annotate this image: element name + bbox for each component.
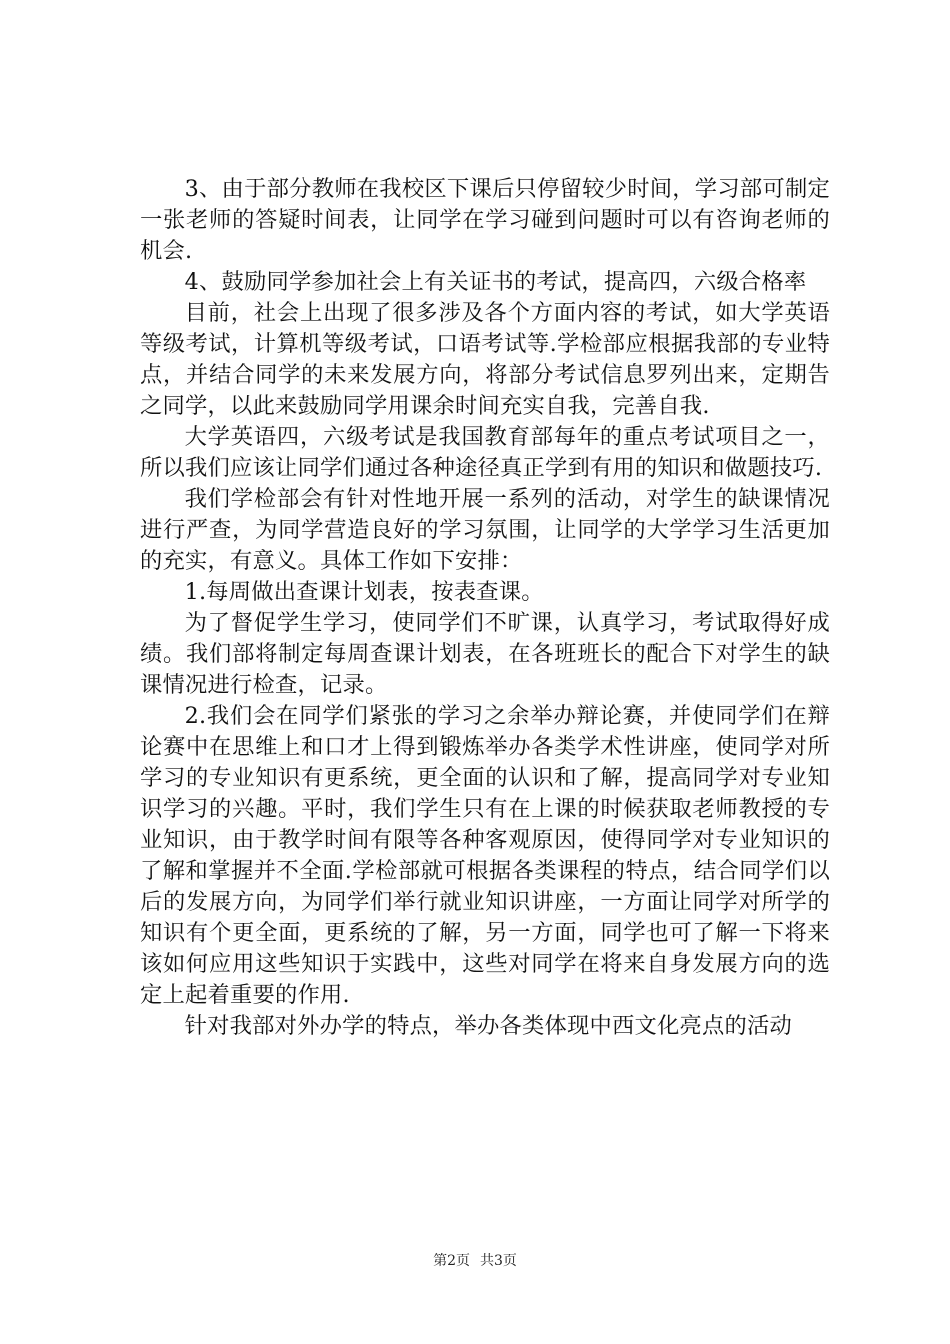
- page-total: 共3页: [480, 1253, 517, 1269]
- paragraph-6: 1.每周做出查课计划表，按表查课。: [184, 579, 544, 605]
- paragraph-8: 2.我们会在同学们紧张的学习之余举办辩论赛，并使同学们在辩论赛中在思维上和口才上得到锻炼举办各类学术性讲座，使同学对所学习的专业知识有更系统，更全面的认识和了解，提高同学对专业知识学习的兴趣。平时，我们学生只有在上课的时候获取老师教授的专业知识，由于教学时间有限等各种客观原因，使得同学对专业知识的了解和掌握并不全面.学检部就可根据各类课程的特点，结合同学们以后的发展方向，为同学们举行就业知识讲座，一方面让同学对所学的知识有个更全面，更系统的了解，另一方面，同学也可了解一下将来该如何应用这些知识于实践中，这些对同学在将来自身发展方向的选定上起着重要的作用.: [140, 703, 830, 1008]
- page-number: 第2页: [433, 1253, 470, 1269]
- paragraph-5: 我们学检部会有针对性地开展一系列的活动，对学生的缺课情况进行严查，为同学营造良好的学习氛围，让同学的大学学习生活更加的充实，有意义。具体工作如下安排：: [140, 486, 830, 574]
- paragraph-4: 大学英语四，六级考试是我国教育部每年的重点考试项目之一，所以我们应该让同学们通过各种途径真正学到有用的知识和做题技巧.: [140, 424, 830, 481]
- paragraph-1: 3、由于部分教师在我校区下课后只停留较少时间，学习部可制定一张老师的答疑时间表，让同学在学习碰到问题时可以有咨询老师的机会.: [140, 176, 830, 264]
- paragraph-9: 针对我部对外办学的特点，举办各类体现中西文化亮点的活动: [184, 1013, 793, 1039]
- page-footer: [0, 1250, 950, 1270]
- paragraph-7: 为了督促学生学习，使同学们不旷课，认真学习，考试取得好成绩。我们部将制定每周查课计划表，在各班班长的配合下对学生的缺课情况进行检查，记录。: [140, 610, 830, 698]
- paragraph-3: 目前，社会上出现了很多涉及各个方面内容的考试，如大学英语等级考试，计算机等级考试，口语考试等.学检部应根据我部的专业特点，并结合同学的未来发展方向，将部分考试信息罗列出来，定期告之同学，以此来鼓励同学用课余时间充实自我，完善自我.: [140, 300, 830, 419]
- document-body: [140, 174, 830, 1042]
- paragraph-2: 4、鼓励同学参加社会上有关证书的考试，提高四，六级合格率: [184, 269, 807, 295]
